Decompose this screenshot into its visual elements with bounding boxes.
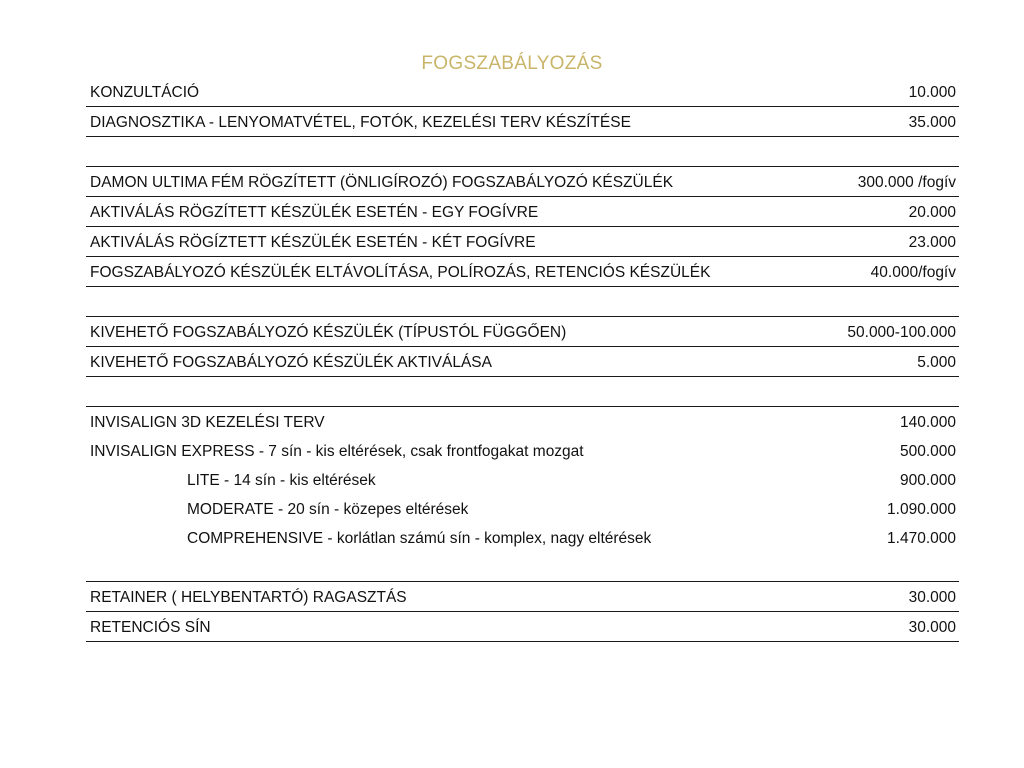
price-row: [86, 257, 959, 286]
service-label: LITE - 14 sín - kis eltérések: [187, 472, 376, 489]
service-label: DAMON ULTIMA FÉM RÖGZÍTETT (ÖNLIGÍROZÓ) FOGSZABÁLYOZÓ KÉSZÜLÉK: [90, 174, 674, 191]
service-price: 40.000/fogív: [870, 264, 956, 281]
price-row: [86, 523, 959, 552]
service-label: INVISALIGN 3D KEZELÉSI TERV: [90, 414, 325, 431]
price-table: [86, 77, 959, 642]
page-title: FOGSZABÁLYOZÁS: [421, 53, 603, 74]
price-row: [86, 465, 959, 494]
section-spacer: [86, 137, 959, 166]
service-price: 1.470.000: [887, 530, 956, 547]
price-row: [86, 107, 959, 136]
service-price: 5.000: [917, 354, 956, 371]
service-price: 1.090.000: [887, 501, 956, 518]
service-price: 23.000: [908, 234, 956, 251]
service-label: RETENCIÓS SÍN: [90, 619, 211, 636]
service-price: 30.000: [908, 589, 956, 606]
section-spacer: [86, 377, 959, 406]
service-label: RETAINER ( HELYBENTARTÓ) RAGASZTÁS: [90, 589, 407, 606]
price-row: [86, 167, 959, 196]
service-price: 50.000-100.000: [847, 324, 956, 341]
row-divider: [86, 641, 959, 642]
service-label: KIVEHETŐ FOGSZABÁLYOZÓ KÉSZÜLÉK AKTIVÁLÁSA: [90, 354, 492, 371]
service-price: 140.000: [899, 414, 956, 431]
price-row: [86, 494, 959, 523]
service-price: 10.000: [908, 84, 956, 101]
service-label: AKTIVÁLÁS RÖGZÍTETT KÉSZÜLÉK ESETÉN - EGY FOGÍVRE: [90, 204, 539, 221]
service-price: 20.000: [908, 204, 956, 221]
service-label: AKTIVÁLÁS RÖGÍZTETT KÉSZÜLÉK ESETÉN - KÉT FOGÍVRE: [90, 234, 536, 251]
service-price: 500.000: [899, 443, 956, 460]
price-row: [86, 347, 959, 376]
service-price: 30.000: [908, 619, 956, 636]
price-row: [86, 227, 959, 256]
service-price: 35.000: [908, 114, 956, 131]
section-spacer: [86, 287, 959, 316]
price-row: [86, 77, 959, 106]
service-price: 900.000: [899, 472, 956, 489]
price-row: [86, 317, 959, 346]
service-label: KIVEHETŐ FOGSZABÁLYOZÓ KÉSZÜLÉK (TÍPUSTÓL FÜGGŐEN): [90, 324, 567, 341]
service-label: FOGSZABÁLYOZÓ KÉSZÜLÉK ELTÁVOLÍTÁSA, POLÍROZÁS, RETENCIÓS KÉSZÜLÉK: [90, 264, 711, 281]
service-label: KONZULTÁCIÓ: [90, 84, 200, 101]
service-label: DIAGNOSZTIKA - LENYOMATVÉTEL, FOTÓK, KEZELÉSI TERV KÉSZÍTÉSE: [90, 114, 631, 131]
section-spacer: [86, 552, 959, 581]
price-row: [86, 582, 959, 611]
service-label: COMPREHENSIVE - korlátlan számú sín - komplex, nagy eltérések: [187, 530, 652, 547]
price-row: [86, 197, 959, 226]
price-row: [86, 407, 959, 436]
price-row: [86, 612, 959, 641]
service-price: 300.000 /fogív: [857, 174, 956, 191]
service-label: INVISALIGN EXPRESS - 7 sín - kis eltérések, csak frontfogakat mozgat: [90, 443, 584, 460]
service-label: MODERATE - 20 sín - közepes eltérések: [187, 501, 469, 518]
price-row: [86, 436, 959, 465]
